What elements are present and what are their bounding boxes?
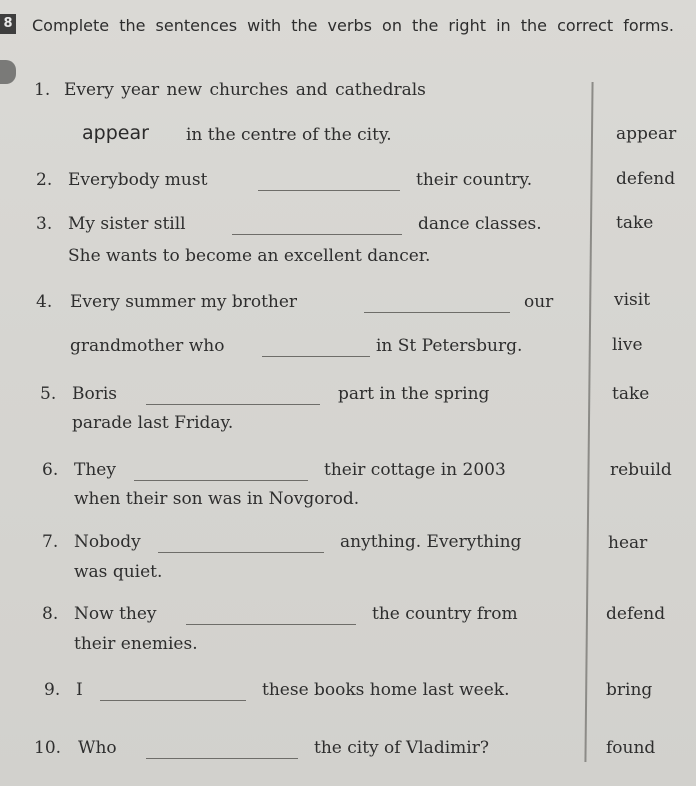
sentence-text: She wants to become an excellent dancer. xyxy=(68,246,431,266)
sentence-text: part in the spring xyxy=(338,384,490,404)
sentence-text: when their son was in Novgorod. xyxy=(74,489,360,509)
verb-hint: found xyxy=(606,738,656,758)
sentence-text: They xyxy=(74,460,116,480)
verb-hint: live xyxy=(612,335,643,355)
verb-hint: rebuild xyxy=(610,460,672,480)
sentence-text: dance classes. xyxy=(418,214,542,234)
verb-hint: take xyxy=(612,384,650,404)
verb-hint: bring xyxy=(606,680,653,700)
sentence-text: Who xyxy=(78,738,117,758)
sentence-text: My sister still xyxy=(68,214,186,234)
answer-blank[interactable] xyxy=(258,190,400,191)
sentence-text: Now they xyxy=(74,604,157,624)
answer-blank[interactable] xyxy=(146,758,298,759)
answer-blank[interactable] xyxy=(158,552,324,553)
sentence-text: in the centre of the city. xyxy=(186,125,392,145)
sentence-number: 1. xyxy=(34,80,51,100)
answer-blank[interactable] xyxy=(134,480,308,481)
sentence-text: these books home last week. xyxy=(262,680,510,700)
sentence-number: 8. xyxy=(42,604,59,624)
task-instruction: Complete the sentences with the verbs on the right in the correct forms. xyxy=(32,16,674,35)
sentence-text: their country. xyxy=(416,170,533,190)
sentence-text: parade last Friday. xyxy=(72,413,234,433)
sentence-number: 2. xyxy=(36,170,53,190)
sentence-number: 7. xyxy=(42,532,59,552)
sentence-number: 10. xyxy=(34,738,62,758)
sentence-number: 9. xyxy=(44,680,61,700)
answer-blank[interactable] xyxy=(186,624,356,625)
sentence-number: 4. xyxy=(36,292,53,312)
answer-blank[interactable] xyxy=(262,356,370,357)
sentence-text: Every summer my brother xyxy=(70,292,298,312)
verb-hint: appear xyxy=(616,124,677,144)
sentence-text: Everybody must xyxy=(68,170,208,190)
sentence-text: in St Petersburg. xyxy=(376,336,523,356)
handwritten-answer[interactable]: appear xyxy=(82,122,149,144)
answer-blank[interactable] xyxy=(100,700,246,701)
sentence-text: I xyxy=(76,680,83,700)
answer-blank[interactable] xyxy=(146,404,320,405)
sentence-text: the city of Vladimir? xyxy=(314,738,489,758)
sentence-text: their enemies. xyxy=(74,634,198,654)
sentence-text: anything. Everything xyxy=(340,532,522,552)
sentence-text: grandmother who xyxy=(70,336,225,356)
exercise-icon xyxy=(0,60,16,84)
sentence-text: their cottage in 2003 xyxy=(324,460,506,480)
task-number-badge: 8 xyxy=(0,14,16,34)
answer-blank[interactable] xyxy=(364,312,510,313)
sentence-text: our xyxy=(524,292,554,312)
sentence-text: Nobody xyxy=(74,532,141,552)
answer-blank[interactable] xyxy=(232,234,402,235)
sentence-text: Every year new churches and cathedrals xyxy=(64,80,426,100)
verb-hint: visit xyxy=(614,290,651,310)
verb-hint: defend xyxy=(616,169,676,189)
sentence-text: the country from xyxy=(372,604,518,624)
sentence-text: Boris xyxy=(72,384,118,404)
sentence-text: was quiet. xyxy=(74,562,163,582)
sentence-number: 6. xyxy=(42,460,59,480)
sentence-number: 5. xyxy=(40,384,57,404)
verb-hint: hear xyxy=(608,533,648,553)
verb-hint: defend xyxy=(606,604,666,624)
sentence-number: 3. xyxy=(36,214,53,234)
column-divider xyxy=(584,82,593,762)
verb-hint: take xyxy=(616,213,654,233)
